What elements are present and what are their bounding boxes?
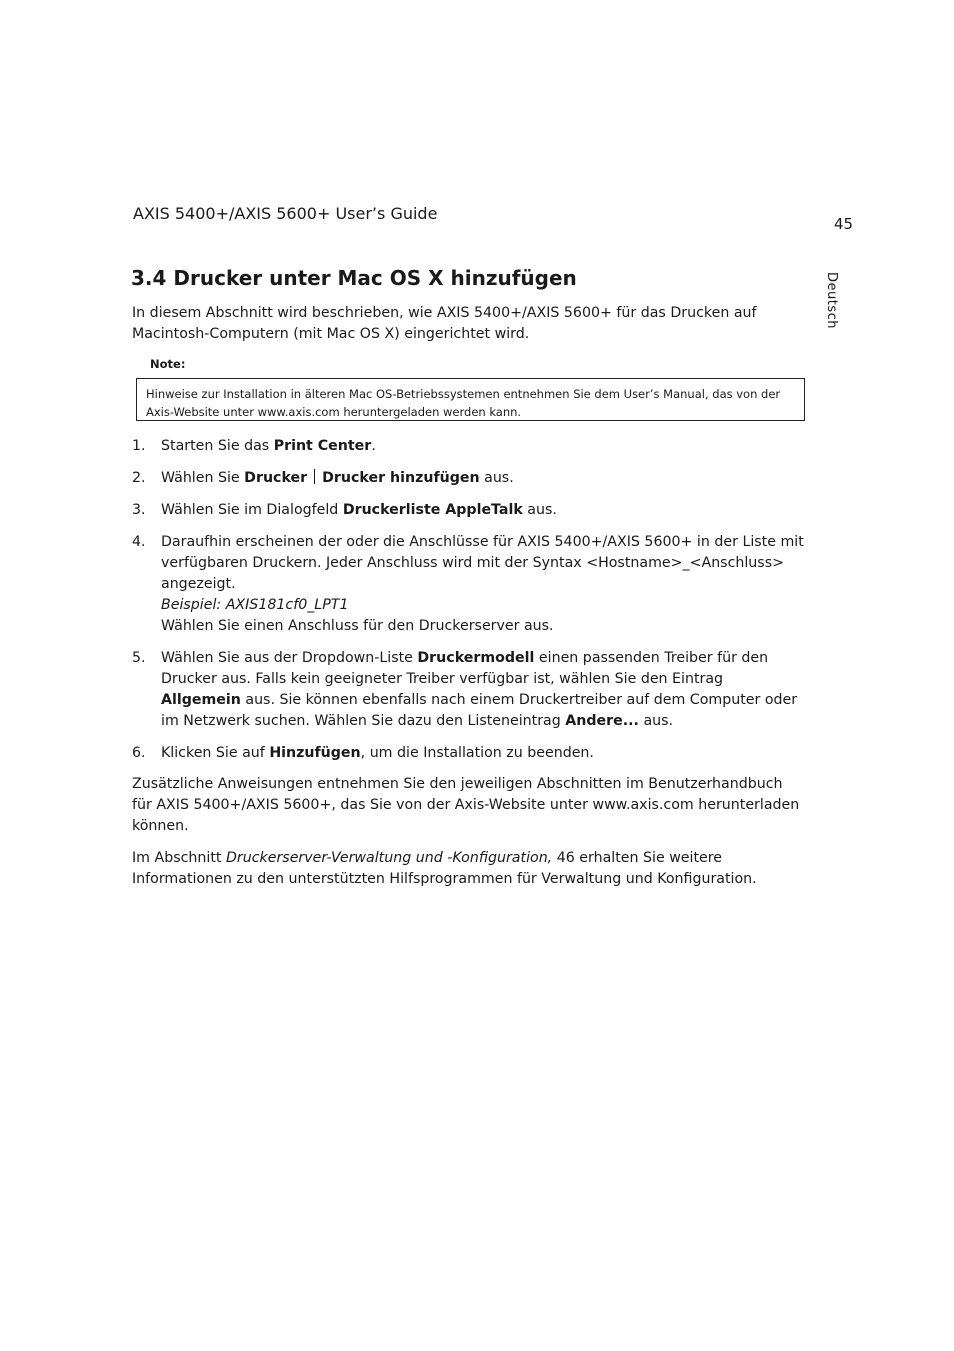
step-text: . (371, 438, 376, 454)
cross-reference-link[interactable]: Druckerserver-Verwaltung und -Konfiguration, (225, 850, 553, 866)
step-number: 1. (132, 438, 146, 454)
language-side-tab: Deutsch (824, 272, 839, 330)
step-text: , um die Installation zu beenden. (360, 745, 594, 761)
list-item (132, 436, 804, 457)
paragraph-text: 46 erhalten Sie weitere Informationen zu den unterstützten Hilfsprogrammen für Verwaltung und Konfiguration. (132, 850, 757, 887)
step-text: Wählen Sie im Dialogfeld (161, 502, 343, 518)
step-text: Daraufhin erscheinen der oder die Anschlüsse für AXIS 5400+/AXIS 5600+ in der Liste mit verfügbaren Druckern. Jeder Anschluss wird mit der Syntax <Hostname>_<Anschluss> angezeigt. (161, 534, 804, 592)
section-title: 3.4 Drucker unter Mac OS X hinzufügen (131, 266, 577, 290)
step-text: aus. (479, 470, 514, 486)
step-text: aus. (638, 713, 674, 729)
ui-term: Druckerliste AppleTalk (342, 502, 523, 518)
intro-paragraph: In diesem Abschnitt wird beschrieben, wie AXIS 5400+/AXIS 5600+ für das Drucken auf Macintosh-Computern (mit Mac OS X) eingerichtet wird. (132, 305, 757, 342)
step-number: 6. (132, 745, 146, 761)
step-number: 2. (132, 470, 146, 486)
example-text: Beispiel: AXIS181cf0_LPT1 (161, 597, 349, 613)
page-number: 45 (834, 215, 854, 233)
step-text: einen passenden Treiber für den Drucker aus. Falls kein geeigneter Treiber verfügbar ist, wählen Sie den Eintrag (161, 650, 769, 687)
ui-term: Drucker hinzufügen (322, 470, 480, 486)
note-label: Note: (150, 357, 186, 371)
step-text: aus. Sie können ebenfalls nach einem Druckertreiber auf dem Computer oder im Netzwerk suchen. Wählen Sie dazu den Listeneintrag (161, 692, 798, 729)
step-text: aus. (522, 502, 557, 518)
step-text: Wählen Sie (161, 470, 245, 486)
list-item (132, 648, 804, 732)
step-text: Wählen Sie einen Anschluss für den Druckerserver aus. (161, 618, 554, 634)
list-item (132, 468, 804, 489)
running-header: AXIS 5400+/AXIS 5600+ User’s Guide (133, 204, 438, 223)
additional-info-paragraph: Zusätzliche Anweisungen entnehmen Sie den jeweiligen Abschnitten im Benutzerhandbuch für AXIS 5400+/AXIS 5600+, das Sie von der Axis-Website unter www.axis.com herunterladen können. (132, 776, 800, 834)
step-text: Wählen Sie aus der Dropdown-Liste (161, 650, 418, 666)
reference-paragraph (132, 848, 802, 890)
list-item (132, 743, 804, 764)
list-item (132, 532, 804, 637)
step-number: 3. (132, 502, 146, 518)
step-number: 5. (132, 650, 146, 666)
steps-list (132, 436, 804, 775)
ui-term: Druckermodell (417, 650, 535, 666)
ui-term: Drucker (244, 470, 308, 486)
note-box: Hinweise zur Installation in älteren Mac OS-Betriebssystemen entnehmen Sie dem User’s Manual, das von der Axis-Website unter www.axis.com heruntergeladen werden kann. (136, 378, 805, 421)
menu-separator (314, 469, 315, 484)
ui-term: Print Center (273, 438, 372, 454)
list-item (132, 500, 804, 521)
step-text: Starten Sie das (161, 438, 274, 454)
paragraph-text: Im Abschnitt (132, 850, 226, 866)
ui-term: Andere... (565, 713, 639, 729)
ui-term: Hinzufügen (269, 745, 361, 761)
step-text: Klicken Sie auf (161, 745, 270, 761)
step-number: 4. (132, 534, 146, 550)
ui-term: Allgemein (161, 692, 241, 708)
